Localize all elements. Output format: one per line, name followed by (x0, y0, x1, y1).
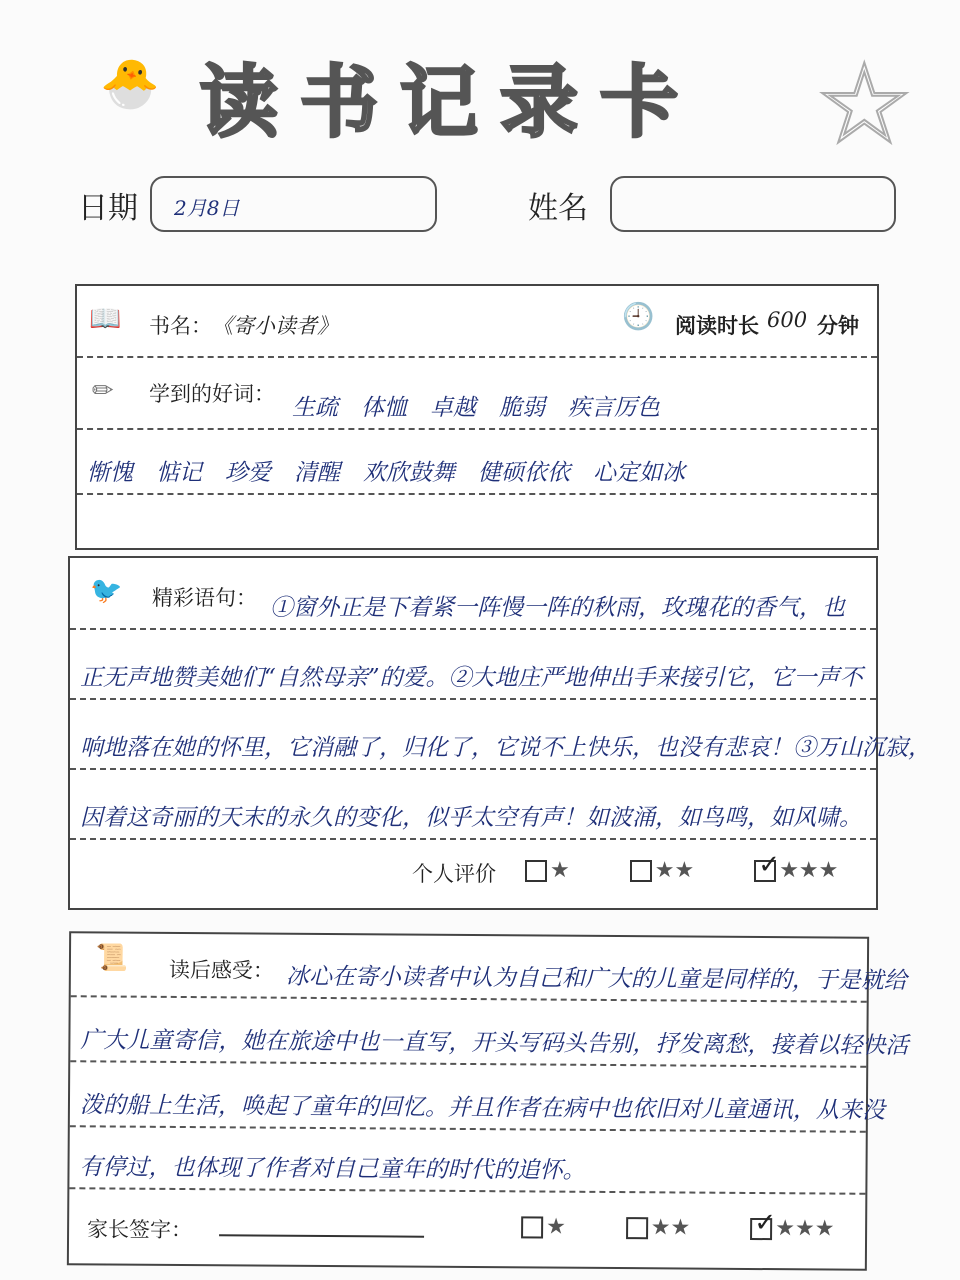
rating-option-1[interactable] (525, 858, 570, 883)
rating-option-1[interactable] (521, 1214, 566, 1239)
book-icon: 📖 (89, 304, 122, 334)
reflection-line: 冰心在寄小读者中认为自己和广大的儿童是同样的，于是就给 (285, 963, 907, 995)
name-field[interactable] (610, 176, 896, 232)
duration-unit: 分钟 (817, 314, 859, 338)
star-icon: ★ (550, 858, 570, 883)
pencil-icon: ✏ (92, 376, 114, 406)
reflection-line: 泼的船上生活，唤起了童年的回忆。并且作者在病中也依旧对儿童通讯，从来没 (79, 1092, 886, 1124)
star-icon: ★★ (654, 858, 695, 883)
signature-label: 家长签字： (87, 1217, 193, 1243)
star-icon: ★★★ (779, 858, 839, 883)
checkbox[interactable] (525, 860, 547, 882)
star-icon: ★★★ (775, 1216, 835, 1242)
checkbox[interactable] (630, 860, 652, 882)
sentence-line: 因着这奇丽的天末的永久的变化，似乎太空有声！如波涌，如鸟鸣，如风啸。 (80, 805, 862, 831)
rating-option-2[interactable] (626, 1215, 691, 1240)
star-icon: ★ (546, 1214, 566, 1240)
words-line-1: 生疏 体恤 卓越 脆弱 疾言厉色 (292, 395, 660, 421)
bird-icon: 🐦 (90, 576, 123, 606)
notes-icon: 📜 (95, 943, 129, 974)
date-field[interactable] (150, 176, 437, 232)
reflection-label: 读后感受： (168, 957, 274, 983)
name-label: 姓名 (528, 191, 588, 226)
rating-option-3[interactable] (754, 858, 838, 883)
rating-option-3[interactable] (750, 1216, 834, 1242)
star-icon: ☆ (815, 40, 914, 168)
rating-option-2[interactable] (630, 858, 694, 883)
words-line-2: 惭愧 惦记 珍爱 清醒 欢欣鼓舞 健硕依依 心定如冰 (87, 460, 685, 486)
signature-line[interactable] (219, 1234, 424, 1237)
reflection-line: 有停过，也体现了作者对自己童年的时代的追怀。 (79, 1154, 586, 1184)
reflection-line: 广大儿童寄信，她在旅途中也一直写，开头写码头告别，抒发离愁，接着以轻快活 (80, 1027, 909, 1060)
sentence-line: 正无声地赞美她们“自然母亲”的爱。②大地庄严地伸出手来接引它，它一声不 (80, 665, 863, 691)
duration-value: 600 (767, 308, 808, 332)
date-value: 2月8日 (174, 196, 240, 220)
clock-icon: 🕘 (622, 302, 655, 332)
page-title: 读书记录卡 (200, 58, 701, 148)
sentence-line: ①窗外正是下着紧一阵慢一阵的秋雨，玫瑰花的香气，也 (270, 595, 845, 621)
checkbox[interactable] (626, 1217, 648, 1239)
book-title: 《寄小读者》 (212, 314, 338, 338)
checkbox[interactable] (521, 1216, 543, 1238)
date-label: 日期 (78, 191, 138, 226)
duration-label: 阅读时长 (675, 314, 759, 338)
sentences-label: 精彩语句： (152, 586, 257, 610)
cartoon-bird-icon: 🐣 (100, 56, 160, 112)
personal-rating (525, 858, 838, 883)
parent-rating (521, 1214, 835, 1241)
checkbox-checked[interactable] (754, 860, 776, 882)
book-section (75, 284, 879, 550)
sentence-line: 响地落在她的怀里，它消融了，归化了，它说不上快乐，也没有悲哀！③万山沉寂， (80, 735, 931, 761)
reflection-section (67, 931, 909, 1271)
rating-label: 个人评价 (412, 862, 496, 886)
book-label: 书名： (149, 314, 212, 338)
checkbox-checked[interactable] (750, 1217, 772, 1239)
sentences-section (68, 556, 931, 910)
star-icon: ★★ (650, 1215, 691, 1241)
words-label: 学到的好词： (149, 382, 275, 406)
